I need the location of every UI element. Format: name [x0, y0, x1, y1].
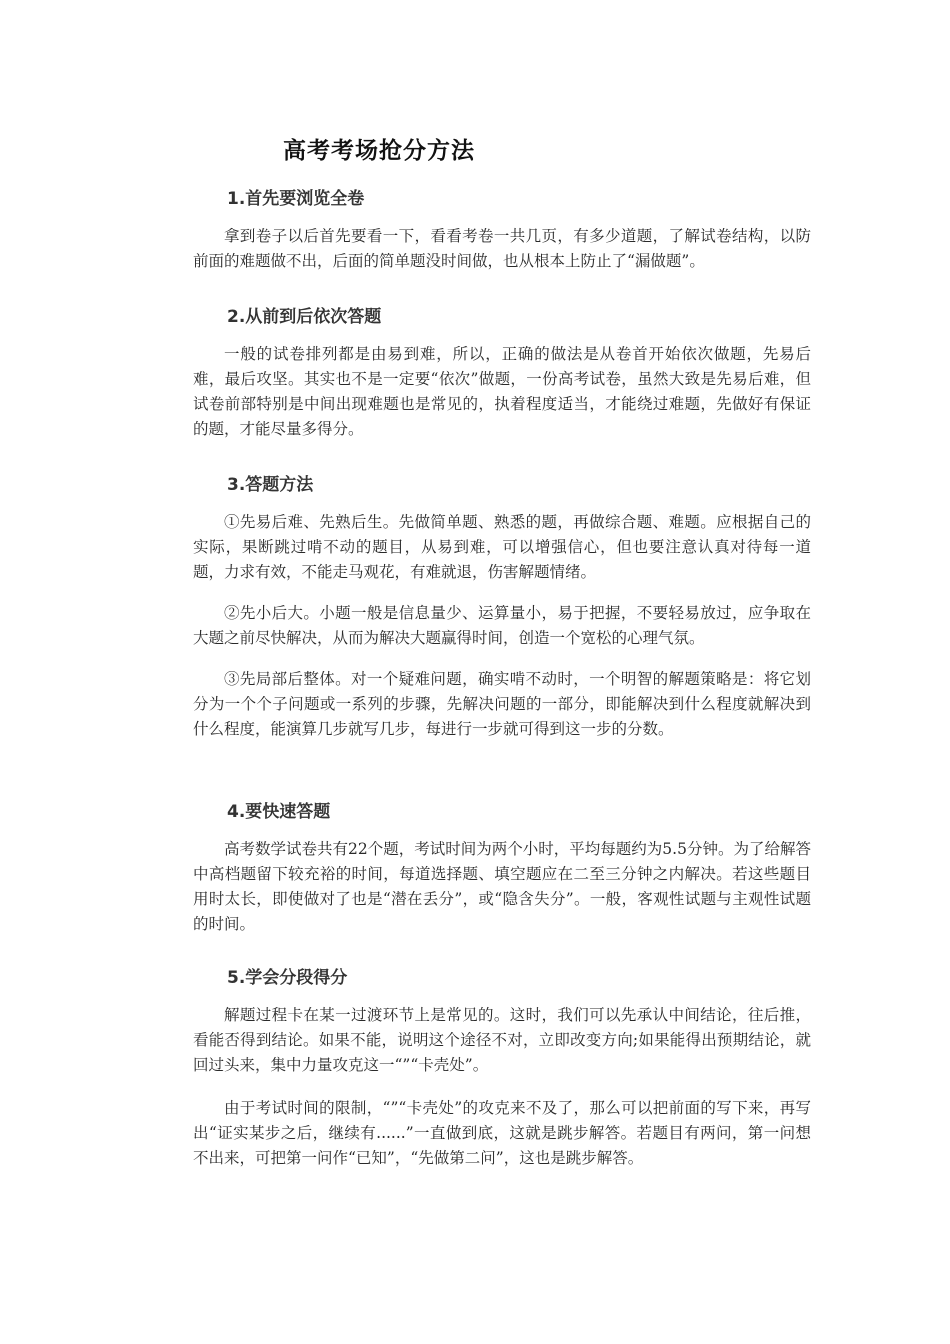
section-heading-4: 4.要快速答题	[227, 802, 331, 822]
section-heading-3: 3.答题方法	[227, 475, 314, 495]
section-heading-1: 1.首先要浏览全卷	[227, 189, 365, 209]
section-5-paragraph-1: 解题过程卡在某一过渡环节上是常见的。这时，我们可以先承认中间结论，往后推，看能否得到结论。如果不能，说明这个途径不对，立即改变方向;如果能得出预期结论，就回过头来，集中力量攻克这一“”“卡壳处”。	[193, 1006, 811, 1074]
section-3-paragraph-3: ③先局部后整体。对一个疑难问题，确实啃不动时，一个明智的解题策略是：将它划分为一个个子问题或一系列的步骤，先解决问题的一部分，即能解决到什么程度就解决到什么程度，能演算几步就写几步，每进行一步就可得到这一步的分数。	[193, 670, 811, 738]
section-heading-5: 5.学会分段得分	[227, 968, 348, 988]
section-1-paragraph-1: 拿到卷子以后首先要看一下，看看考卷一共几页，有多少道题，了解试卷结构，以防前面的难题做不出，后面的简单题没时间做，也从根本上防止了“漏做题”。	[193, 227, 811, 270]
section-4-paragraph-1: 高考数学试卷共有22个题，考试时间为两个小时，平均每题约为5.5分钟。为了给解答中高档题留下较充裕的时间，每道选择题、填空题应在二至三分钟之内解决。若这些题目用时太长，即使做对了也是“潜在丢分”，或“隐含失分”。一般，客观性试题与主观性试题的时间。	[193, 840, 811, 933]
section-5-paragraph-2: 由于考试时间的限制，“”“卡壳处”的攻克来不及了，那么可以把前面的写下来，再写出“证实某步之后，继续有......”一直做到底，这就是跳步解答。若题目有两问，第一问想不出来，可把第一问作“已知”，“先做第二问”，这也是跳步解答。	[193, 1099, 811, 1167]
section-3-paragraph-2: ②先小后大。小题一般是信息量少、运算量小，易于把握，不要轻易放过，应争取在大题之前尽快解决，从而为解决大题赢得时间，创造一个宽松的心理气氛。	[193, 604, 811, 647]
document-title: 高考考场抢分方法	[283, 137, 475, 164]
section-2-paragraph-1: 一般的试卷排列都是由易到难，所以，正确的做法是从卷首开始依次做题，先易后难，最后攻坚。其实也不是一定要“依次”做题，一份高考试卷，虽然大致是先易后难，但试卷前部特别是中间出现难题也是常见的，执着程度适当，才能绕过难题，先做好有保证的题，才能尽量多得分。	[193, 345, 811, 438]
section-3-paragraph-1: ①先易后难、先熟后生。先做简单题、熟悉的题，再做综合题、难题。应根据自己的实际，果断跳过啃不动的题目，从易到难，可以增强信心，但也要注意认真对待每一道题，力求有效，不能走马观花，有难就退，伤害解题情绪。	[193, 513, 811, 581]
section-heading-2: 2.从前到后依次答题	[227, 307, 382, 327]
